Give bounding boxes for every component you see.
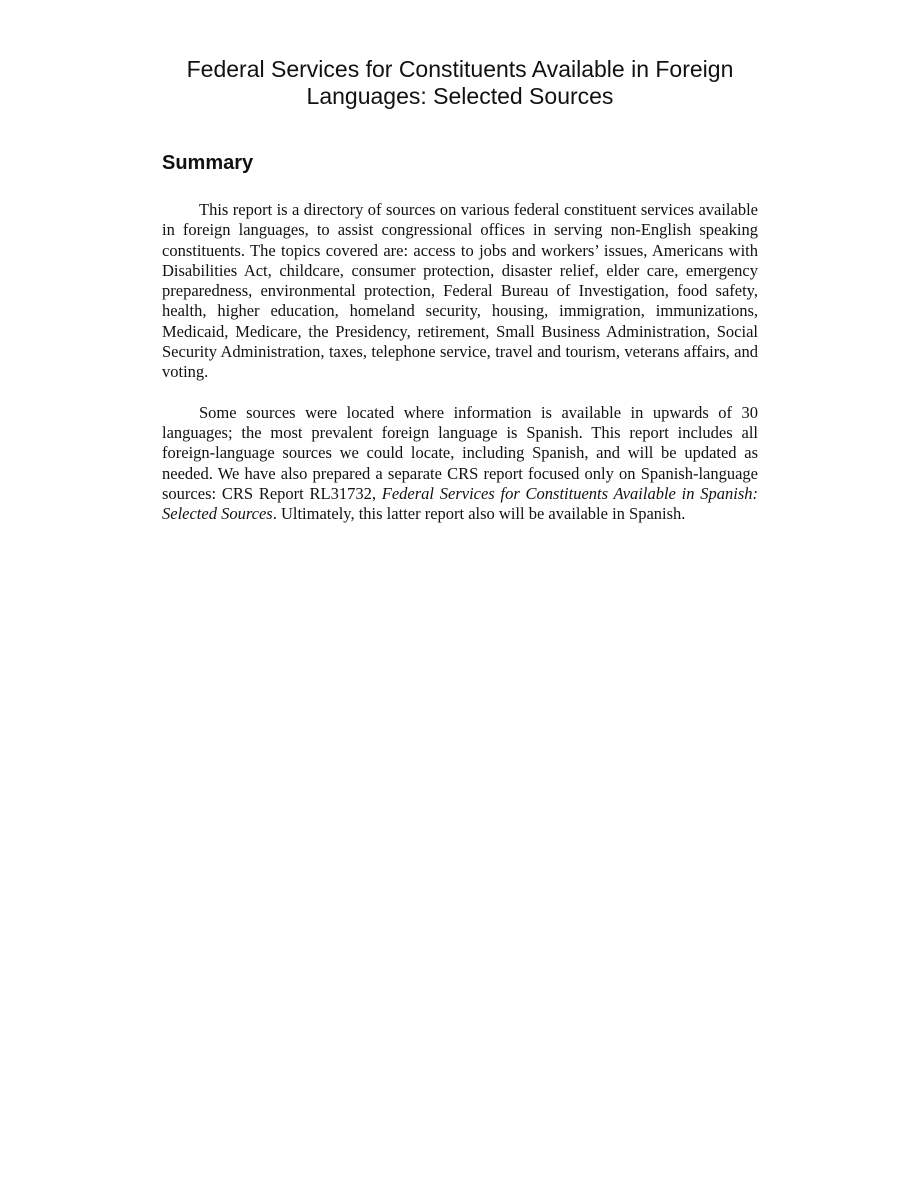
title-line-2: Languages: Selected Sources <box>306 83 614 109</box>
summary-heading: Summary <box>162 152 254 174</box>
paragraph-2-text-end: . Ultimately, this latter report also will be available in Spanish. <box>272 504 686 524</box>
document-title <box>162 56 758 110</box>
document-page <box>162 56 758 524</box>
referenced-report-title: Federal Services for Constituents Available in Spanish: Selected Sources <box>162 483 758 524</box>
title-line-1: Federal Services for Constituents Available in Foreign <box>186 56 734 82</box>
summary-paragraph-2 <box>162 403 758 525</box>
summary-paragraph-1: This report is a directory of sources on various federal constituent services available in foreign languages, to assist congressional offices in serving non-English speaking constituents. The topics covered are: access to jobs and workers’ issues, Americans with Disabilities Act, childcare, consumer protection, disaster relief, elder care, emergency preparedness, environmental protection, Federal Bureau of Investigation, food safety, health, higher education, homeland security, housing, immigration, immunizations, Medicaid, Medicare, the Presidency, retirement, Small Business Administration, Social Security Administration, taxes, telephone service, travel and tourism, veterans affairs, and voting. <box>162 200 758 382</box>
paragraph-2-text-start: Some sources were located where information is available in upwards of 30 languages; the most prevalent foreign language is Spanish. This report includes all foreign-language sources we could locate, including Spanish, and will be updated as needed. We have also prepared a separate CRS report focused only on Spanish-language sources: CRS Report RL31732, <box>162 402 758 503</box>
